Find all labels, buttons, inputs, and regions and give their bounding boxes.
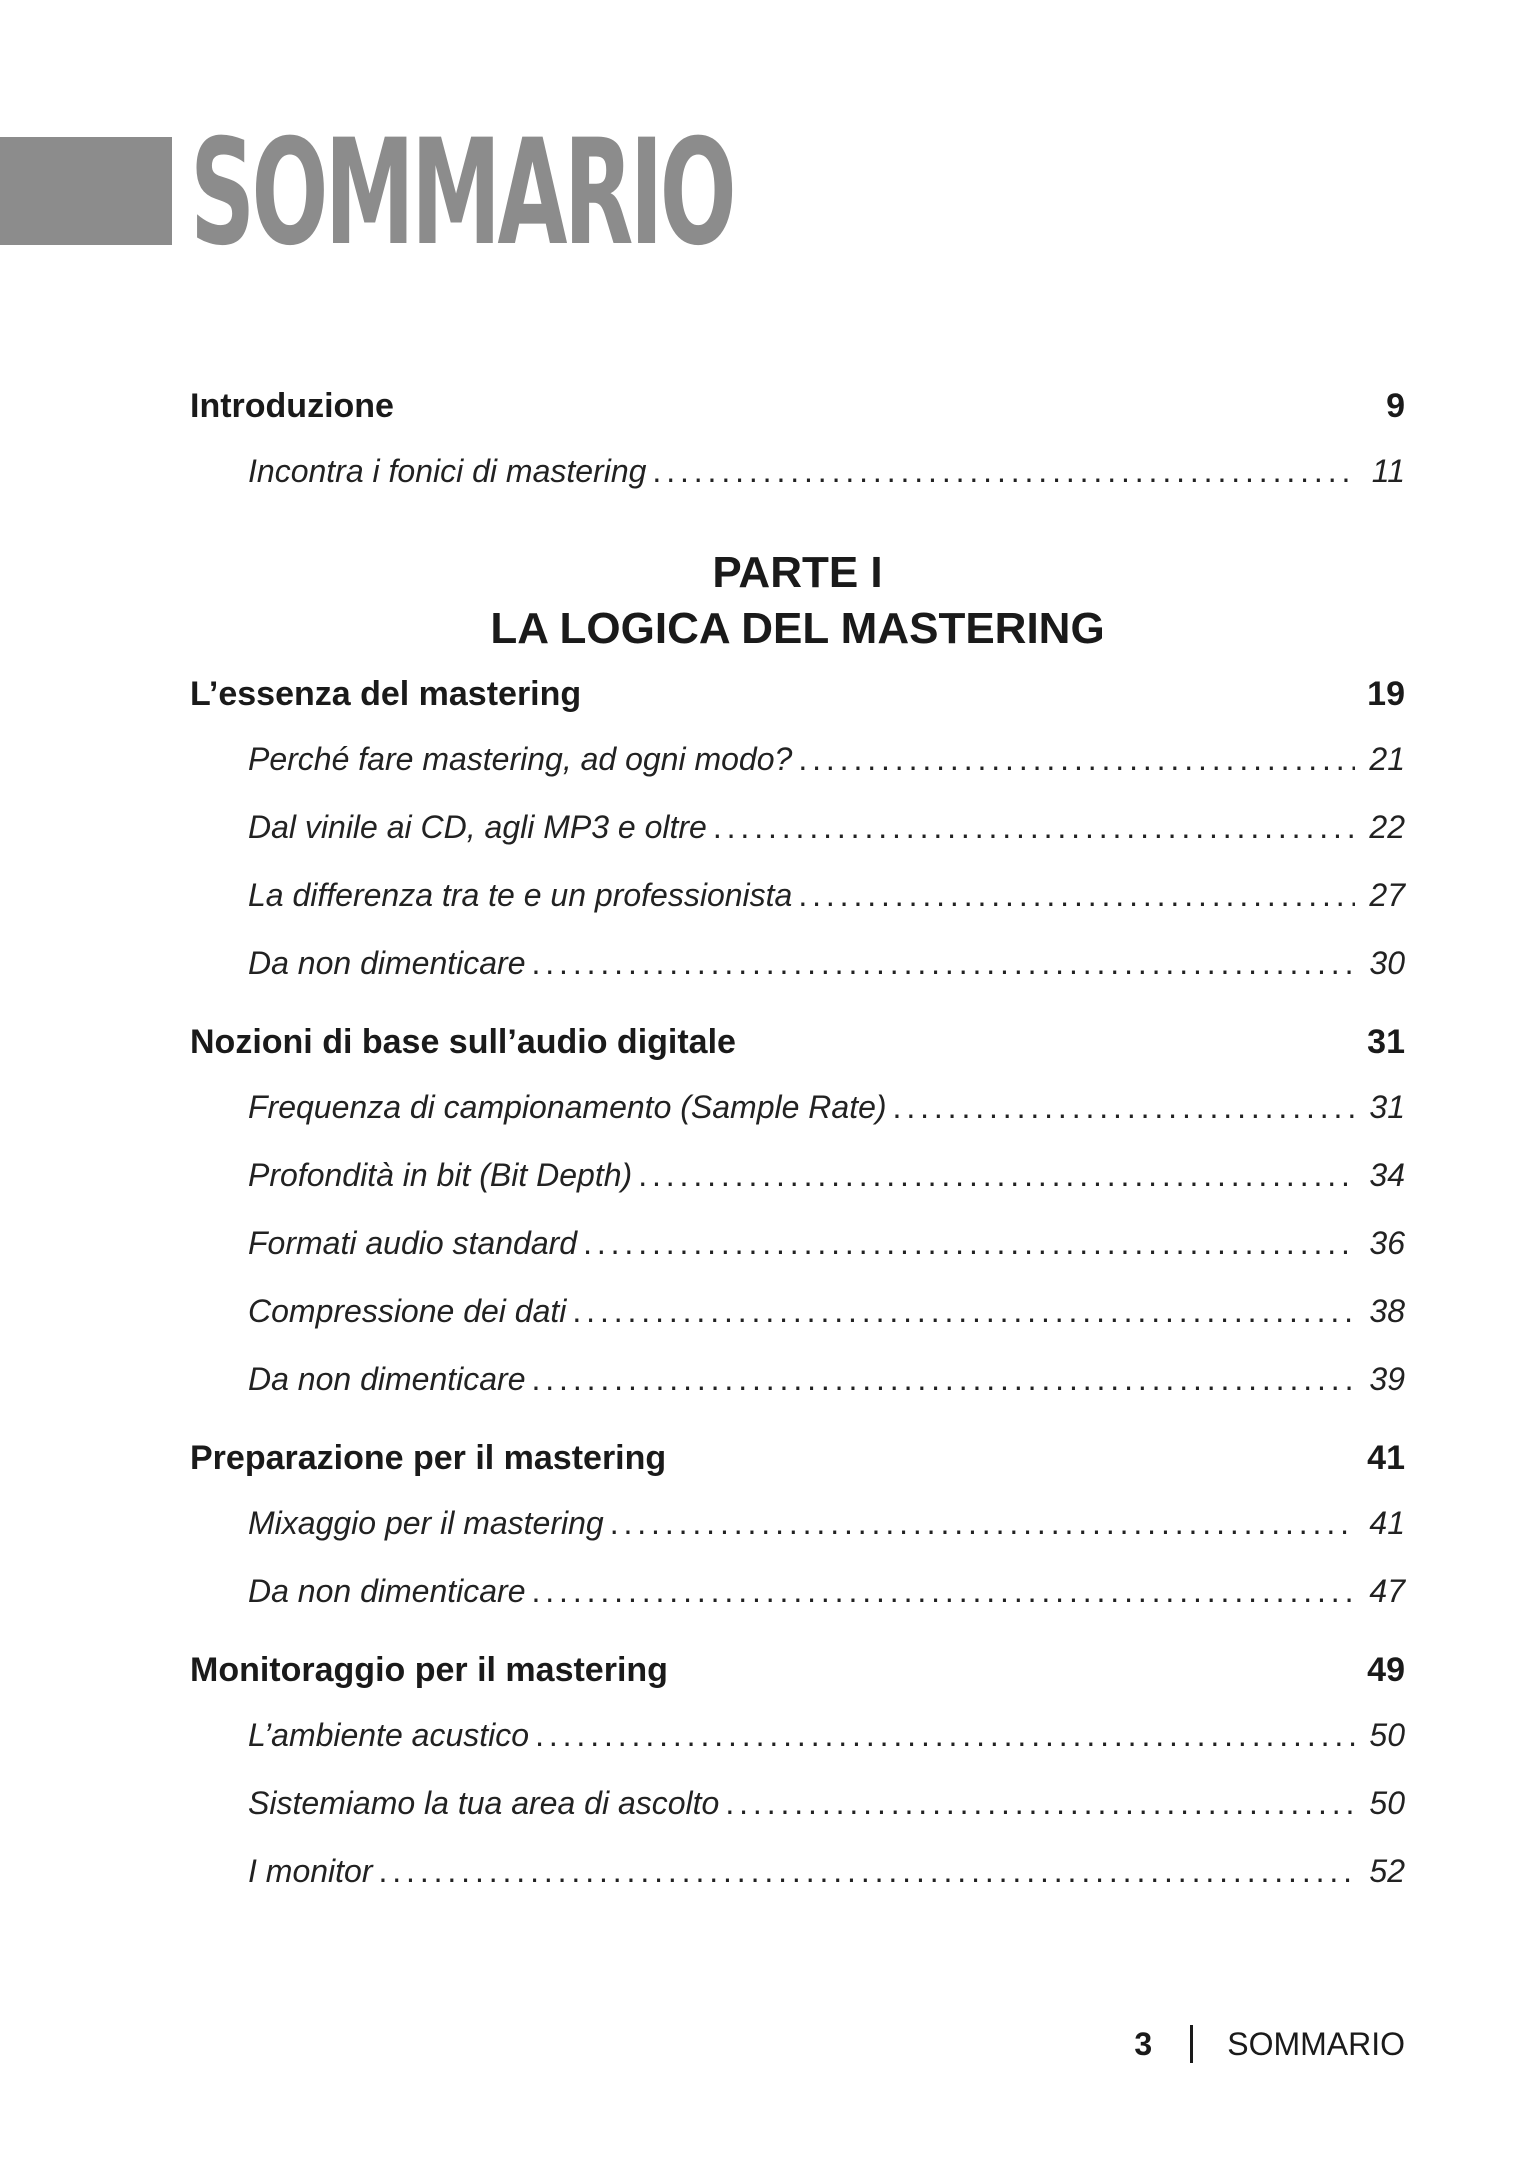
chapter-title: Introduzione: [190, 387, 394, 425]
part-title: LA LOGICA DEL MASTERING: [490, 604, 1105, 653]
entry-label: Perché fare mastering, ad ogni modo?: [248, 741, 793, 777]
entry-label: Compressione dei dati: [248, 1293, 567, 1329]
entry-label: Da non dimenticare: [248, 1573, 526, 1609]
toc-chapter[interactable]: [190, 1427, 1405, 1489]
dot-leader: [610, 1489, 1355, 1557]
entry-page: 31: [1369, 1089, 1405, 1125]
dot-leader: [638, 1141, 1355, 1209]
entry-page: 38: [1369, 1293, 1405, 1329]
entry-label: I monitor: [248, 1853, 373, 1889]
entry-page: 11: [1371, 453, 1405, 489]
dot-leader: [652, 437, 1355, 505]
dot-leader: [798, 861, 1355, 929]
entry-page: 30: [1369, 945, 1405, 981]
page-title: SOMMARIO: [190, 108, 733, 278]
chapter-page: 49: [1367, 1651, 1405, 1689]
entry-label: Profondità in bit (Bit Depth): [248, 1157, 633, 1193]
toc-entry[interactable]: [248, 861, 1405, 929]
entry-label: Sistemiamo la tua area di ascolto: [248, 1785, 720, 1821]
dot-leader: [725, 1769, 1355, 1837]
toc-chapter[interactable]: [190, 1011, 1405, 1073]
chapter-title: Monitoraggio per il mastering: [190, 1651, 668, 1689]
entry-label: Da non dimenticare: [248, 945, 526, 981]
chapter-page: 31: [1367, 1023, 1405, 1061]
toc-entry[interactable]: [248, 1141, 1405, 1209]
entry-page: 50: [1369, 1717, 1405, 1753]
dot-leader: [531, 1345, 1355, 1413]
entry-page: 52: [1369, 1853, 1405, 1889]
page-footer: [1134, 2025, 1405, 2063]
entry-label: L’ambiente acustico: [248, 1717, 530, 1753]
entry-page: 36: [1369, 1225, 1405, 1261]
toc-entry[interactable]: [248, 1209, 1405, 1277]
entry-page: 21: [1369, 741, 1405, 777]
dot-leader: [531, 1557, 1355, 1625]
entry-page: 47: [1369, 1573, 1405, 1609]
dot-leader: [572, 1277, 1355, 1345]
toc-entry[interactable]: [248, 793, 1405, 861]
toc-entry[interactable]: [248, 1557, 1405, 1625]
entry-label: Incontra i fonici di mastering: [248, 453, 647, 489]
dot-leader: [893, 1073, 1355, 1141]
entry-page: 27: [1369, 877, 1405, 913]
dot-leader: [713, 793, 1355, 861]
chapter-page: 19: [1367, 675, 1405, 713]
entry-page: 22: [1369, 809, 1405, 845]
dot-leader: [535, 1701, 1355, 1769]
table-of-contents: [190, 375, 1405, 1905]
toc-entry[interactable]: [248, 1277, 1405, 1345]
dot-leader: [378, 1837, 1355, 1905]
entry-label: La differenza tra te e un professionista: [248, 877, 793, 913]
toc-entry[interactable]: [248, 1073, 1405, 1141]
page-number: 3: [1134, 2025, 1153, 2062]
toc-entry[interactable]: [248, 437, 1405, 505]
toc-chapter[interactable]: [190, 663, 1405, 725]
toc-entry[interactable]: [248, 929, 1405, 997]
entry-page: 50: [1369, 1785, 1405, 1821]
dot-leader: [798, 725, 1355, 793]
entry-label: Frequenza di campionamento (Sample Rate): [248, 1089, 887, 1125]
toc-entry[interactable]: [248, 1701, 1405, 1769]
entry-page: 34: [1369, 1157, 1405, 1193]
toc-entry[interactable]: [248, 1769, 1405, 1837]
footer-divider: [1190, 2025, 1193, 2063]
part-heading: [190, 545, 1405, 657]
dot-leader: [531, 929, 1355, 997]
entry-label: Dal vinile ai CD, agli MP3 e oltre: [248, 809, 707, 845]
entry-label: Formati audio standard: [248, 1225, 578, 1261]
toc-entry[interactable]: [248, 1837, 1405, 1905]
toc-entry[interactable]: [248, 1345, 1405, 1413]
chapter-title: L’essenza del mastering: [190, 675, 582, 713]
toc-entry[interactable]: [248, 725, 1405, 793]
toc-entry[interactable]: [248, 1489, 1405, 1557]
toc-chapter[interactable]: [190, 1639, 1405, 1701]
entry-page: 41: [1369, 1505, 1405, 1541]
chapter-title: Preparazione per il mastering: [190, 1439, 667, 1477]
chapter-page: 9: [1386, 387, 1405, 425]
dot-leader: [583, 1209, 1355, 1277]
entry-label: Mixaggio per il mastering: [248, 1505, 604, 1541]
chapter-title: Nozioni di base sull’audio digitale: [190, 1023, 736, 1061]
entry-page: 39: [1369, 1361, 1405, 1397]
part-number: PARTE I: [712, 548, 883, 597]
chapter-page: 41: [1367, 1439, 1405, 1477]
entry-label: Da non dimenticare: [248, 1361, 526, 1397]
toc-chapter-introduzione[interactable]: [190, 375, 1405, 437]
title-accent-bar: [0, 137, 172, 245]
footer-section-name: SOMMARIO: [1227, 2025, 1405, 2062]
